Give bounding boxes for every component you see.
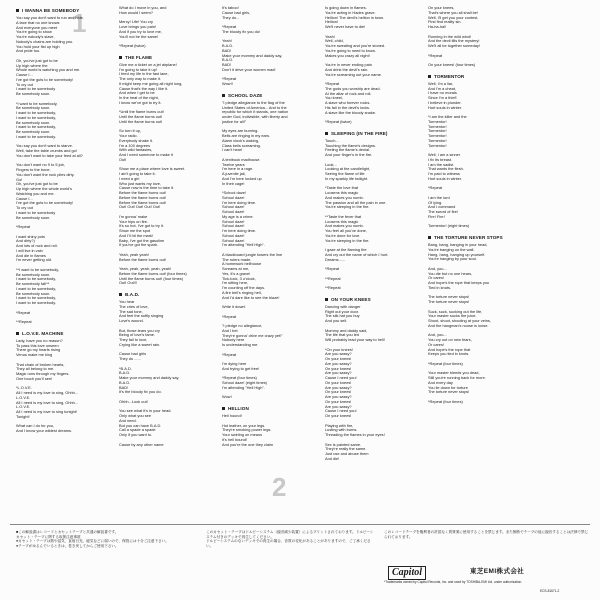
song-title-text: THE FLAME (125, 54, 153, 60)
song-title-text: TORMENTOR (434, 73, 465, 79)
song-block-continued (325, 6, 417, 125)
song-block (222, 92, 314, 400)
side-two-number: 2 (272, 472, 287, 502)
lyrics-column-3 (222, 6, 314, 516)
footer-notice-left: ■この解説書はレコードとカセットテープと共通の解説書です。 カセット・テープに関する取扱注意事項 ●カセット・テープは熱や湿気、直射日光、磁気などに弱いので、保管には十分ご注意下さい。 ●テープがゆるんでいるときは、巻き戻してからご使用下さい。 (16, 530, 169, 548)
footer-notice-right: このレコードテープを権利者の許諾なく賃貸業に使用することを禁じます。また無断でテープの他に録音することは法律で禁じられております。 (384, 530, 589, 539)
song-lyrics: You say you don't want to run and hide. A face that no one knows And everyone you meet You're going to show You're nobody's slave, Nobody's chains are holding you. You hold your fist up high And pride too. Oh, you've just got to be Up high where the Whole world is watching you and me. Cause I... I've got the guts to be somebody! To cry out I want to be somebody Be somebody soon. *I want to be somebody, Be somebody soon. I want to be somebody, I want to be somebody, Be somebody soon. I want to be somebody, Be somebody soon. I want to be somebody. You say you don't want to starve. Well, take the table crumbs and go! You don't want to take your feed at all? You don't want no 9 to 5 job, Fingers to the bone. You don't want the rock piles dirty. Go! Oh, you've just got to be Up high where the whole world's Watching you and me. Cause I... I've got the guts to be somebody! To cry out I want to be somebody Be somebody soon. *Repeat I want shiny pots And dirty?) And lots of rock and roll. I will live in vain And die in flames I'm never getting old. **I want to be somebody, Be somebody soon. I want to be somebody, Be somebody fat!** I want to be somebody, Be somebody soon. I want to be somebody, I want to be somebody. *Repeat **Repeat (16, 15, 84, 324)
song-title (16, 7, 108, 14)
bullet-square-icon (325, 132, 328, 135)
song-block (325, 130, 417, 291)
lyrics-column-1 (16, 6, 108, 516)
song-lyrics: "I pledge allegiance to the flag of the United States of America... And to the republic for which it stands, one nation under God, indivisible, with liberty and justice for all!" My eyes are burning. Bells are ringing in my ears. Alarm clock's waking, Class bells screaming. I can't hear! A textbook madhouse. Twelve years I'm here in a rage. A juvenile jail, And I'm here locked up In their cage! *School daze! School daze! I'm here doing time. School daze! School daze! My age is a crime. School daze! School daze! I'm here doing time. School daze! School daze! I'm attending "Hell High". A blackboard jungle towers the line The rulers made. A homework hellhouse Screams at me, Yes, it's a grave! Tick-tock, 3 o'clock, I'm sitting here, I'm counting off the days. A fire bell's ringing hell, And I'd dare like to see the blaze! Write it down! *Repeat "I pledge no allegiance, And I bet They're gonna' drive me crazy yet!" Nobody here Is understanding me. *Repeat I'm dying here And trying to get free! *Repeat (four times) School daze! (eight times) I'm attending "Hell High". Wow! (222, 99, 289, 400)
song-block (325, 296, 417, 462)
song-lyrics: Lady, have you no reason? To pass this love unseen There go my hearts rising Venus make me king That chain of broken hearts, They all belong to me. Magic runs through my fingers. One touch you'll see! *L.O.V.E. All I need is my love to sing, Ohhh... L.O.V.E. All I need is my love to sing, Ohhh... L.O.V.E. All I need is my love to sing tonight! Tonight! What can I do for you, And I know your wildest dreams. (16, 337, 79, 433)
song-block-continued (119, 6, 211, 49)
song-title-text: SLEEPING (IN THE FIRE) (331, 130, 388, 136)
song-lyrics: Give me a ticket on a jet airplane! I'm going to take it up! I feed my life in the fast lane, The only way to make it. It might keep me going all night long, Cause that's the way I like it. And when I get to be In the heat of the night, I know we've got to try it. *Until the flame burns out! Until the flame burns out! Until the flame burns out! So turn it up, Your radio. Everybody shake it. I'm a 100 degrees With wild fantasies, And I need someone to make it Out! Show me a place where love is sweet. I ain't going to take it. I need a girl Who just wants my love, Cause now is the time to take it. Before the flame burns out! Before the flame burns out! Before the flame burns out! Out! Out! Out! Out! Out! I'm gonna' make Your hips on fire. It's so hot, I've got to try it. Show me the spot And I'll hit the mark! Baby, I've got the gasoline If you've got the spark. Yeah, yeah yeah! Before the flame burns out! Yeah, yeah, yeah, yeah, yeah! Before the flame burns out! (four times) Until the flame burns out! (four times) Out! Out!!! (119, 61, 187, 286)
bullet-square-icon (119, 56, 122, 59)
song-block (119, 291, 211, 447)
bullet-square-icon (222, 407, 225, 410)
song-title (428, 73, 520, 80)
song-lyrics: Dancing with danger Right out your door. The silk hat you buy And you sell. Mommy and daddy said, The life that you led Will probably lead your way to hell! *On your knees! Are you sassy? On your knees! Are you sassy? On your knees! Are you sassy? Cause I need you! On your knees! Are you sassy? On your knees! Are you sassy? On your knees! Are you sassy? Cause I need you! On your knees! Playing with fire, Lusting with burns. Threading the flames in your eyes! Sex is painted same. They're really the same. Just use and abuse them And die! (325, 303, 385, 461)
song-block (16, 7, 108, 325)
bullet-square-icon (428, 236, 431, 239)
lyrics-column-2 (119, 6, 211, 516)
song-lyrics: Bang, bang, banging in your head, You're banging on the wall. Hang, hang, hanging up yourself. You're hanging by your soul. And, you... You die but no one hears, Or cares! And hope's the rope that keeps you Tied in knots. The torture never stops! The torture never stops! Suck, suck, sucking out the life, Your master sucks the juice. Shoot, shoot, shooting at your veins, And the hangman's noose is loose. And, you... You cry out on new fears, Or cares! And hope's the rope that Keeps you tied in knots. *Repeat (four times) Your master bleeds you dead, Still you're running back for more. And every day You lie down for torture The torture never stops! *Repeat (four times) (428, 242, 491, 404)
side-one-number: 1 (72, 8, 87, 38)
song-title-text: ON YOUR KNEES (331, 296, 371, 302)
song-lyrics: On your knees, That's where you all shall be! Well, I'll get you your contest, First find reality sin. Ha-ha-ha!! Running in the wild wind! And the devil tills the mystery! We'll all be together someday! *Repeat On your knees! (four times) (428, 6, 480, 67)
song-title (325, 296, 417, 303)
bullet-square-icon (119, 293, 122, 296)
song-lyrics: You hear The cries of love, The sad tone, And feel the softly singing Love's wound. But, those tears you cry Being of love's fame. They fall to love, Crying like a sweet rain. Cause bad girls They do ...... *B.A.D. B.A.D. Make your mommy and daddy say, B.A.D. BAD! It's the bloody fix you do. Ohhh...Look out! You see what it's in your head. Only what you see And need. But you can have B.A.D. Call a spade a spade Only if you want to. Cause by any other name (119, 299, 180, 447)
bullet-square-icon (16, 332, 19, 335)
song-lyrics: Is going down in flames. You're acting in Hades grave. Hellion! The devil's hellion in town. Hellion! We'll never have to die! Yeah! Well, child, You're sweating and you're stoned. You're going to need to know. Makes you crazy all night! You're in never ending pain And drink the devil's rain. You're screaming out your name. *Repeat The gods you worship are dead. At the altar of rock and roll. You kneel, A slave who forever rocks. His fall in the devil's locks. A slave like the bloody snake. *Repeat (twice) (325, 6, 386, 124)
footer-divider (10, 524, 590, 525)
song-lyrics: Hell hound! Hot leather, on your legs. They're smoking power legs. Your swirling on means It's hell bound! And you're the one they claim (222, 413, 274, 447)
bullet-square-icon (16, 9, 19, 12)
song-title-text: HELLION (228, 406, 249, 411)
song-block (428, 73, 520, 229)
song-title-text: I WANNA BE SOMEBODY (22, 8, 80, 13)
song-title-text: THE TORTURE NEVER STOPS (434, 235, 503, 240)
song-title (222, 92, 314, 99)
song-lyrics: Touch... Touching the flame's designs. Feeling the flame's denial. And your finger's in the fire. Look... Looking at the candlelight, Seeing the flame of life In my sparkly life twilight. *Taste the love that Loosens this magic And makes you numb. The passion and all the pain in one. You're sleeping in the fire. **Taste the fever that Loosens this magic And makes you numb. You feel all you've done, You're done for love. You're sleeping in the fire. I gaze at the flaming fire And cry out the name of which I hurt. Dreams...... *Repeat **Repeat **Repeat (325, 137, 389, 290)
song-block-continued (428, 6, 520, 68)
song-lyrics: It's taboo! Cause bad girls, They do... *Repeat The bloody fix you do! Yeah! B.A.D. BAD! Make your mommy and daddy say, B.A.D. BAD! Don't it drive your women mad! *Repeat Wow!! (222, 6, 283, 86)
catalog-number: ECS-81671-2 (540, 589, 560, 593)
song-block (428, 234, 520, 405)
song-lyrics: What do I move in you, and How would I seem? Mercy! Life! You cry Love brings you pain! And if you try to love me, You'll not be the same! *Repeat (twice) (119, 6, 167, 48)
company-name: 東芝EMI株式会社 (470, 568, 525, 575)
song-block (119, 54, 211, 286)
song-title-text: SCHOOL DAZE (228, 92, 263, 98)
bullet-square-icon (222, 94, 225, 97)
song-block (16, 330, 108, 434)
song-title (119, 291, 211, 298)
bullet-square-icon (325, 298, 328, 301)
lyrics-column-4 (325, 6, 417, 516)
song-title-text: L.O.V.E. MACHINE (22, 330, 64, 336)
trademark-notice: *Trademarks owned by Capitol Records, Inc. and used by TOSHIBA-EMI Ltd. under authorization. (384, 580, 523, 584)
bullet-square-icon (428, 75, 431, 78)
footer-notice-middle: このカセット・テープはドルビーシステム（録音減少装置）によるプリントされております。ドルビーシステム付きのデッキで再生してください。 ドルビーシステムのないデッキでの再生の場合、音質の変化があることがありますので、ご了承ください。 (206, 530, 374, 548)
song-title (222, 405, 314, 412)
song-title-text: B.A.D. (125, 292, 140, 297)
song-lyrics: Well, I'm a liar, And I'm a cheat, I have no morals Since I'm a thief! I believe in plunder. Hurt souls in winter. *I am the killer and the Tormentor! Tormentor! Tormentor! Tormentor! Tormentor! Tormentor! Well, I am a sinner I fix its breast. I am the sadist That wants the flesh. I'm paid to witness Hurt souls in winter. *Repeat I am the lord Of lying. And I command The sword of fire! Fire! Fire! Tormentor! (eight times) (428, 80, 470, 229)
lyrics-column-5 (428, 6, 520, 516)
song-block-continued (222, 6, 314, 87)
song-title (16, 330, 108, 337)
song-title (119, 54, 211, 61)
song-block (222, 405, 314, 447)
song-title (325, 130, 417, 137)
song-title (428, 234, 520, 241)
capitol-logo: Capitol (388, 566, 426, 580)
